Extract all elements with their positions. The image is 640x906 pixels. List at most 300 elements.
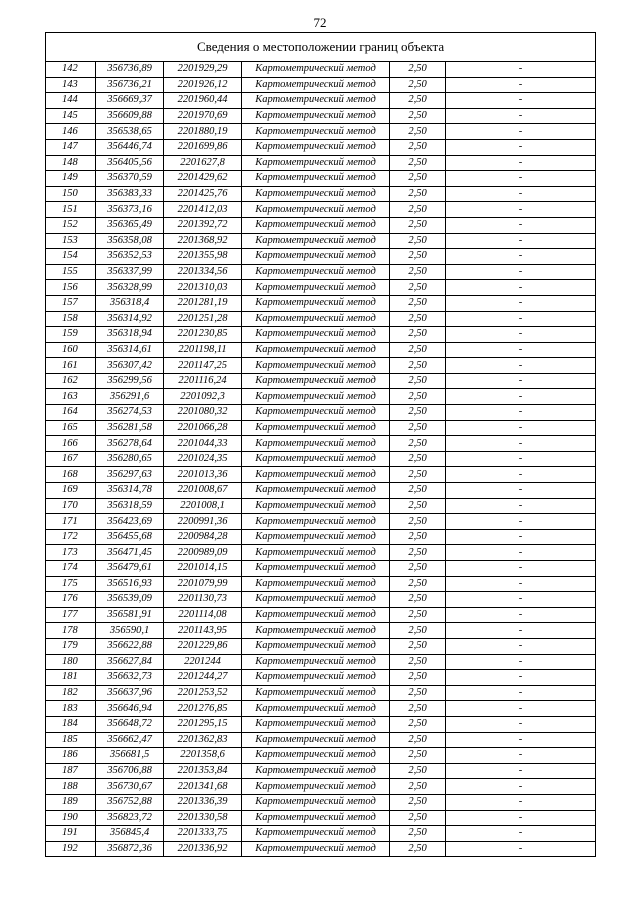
method-cell: Картометрический метод xyxy=(242,295,390,311)
accuracy-cell: 2,50 xyxy=(390,249,446,265)
accuracy-cell: 2,50 xyxy=(390,420,446,436)
table-row xyxy=(46,327,596,343)
point-number-cell: 147 xyxy=(46,139,96,155)
accuracy-cell: 2,50 xyxy=(390,685,446,701)
method-cell: Картометрический метод xyxy=(242,171,390,187)
accuracy-cell: 2,50 xyxy=(390,763,446,779)
table-row xyxy=(46,93,596,109)
y-coordinate-cell: 2201253,52 xyxy=(164,685,242,701)
table-row xyxy=(46,685,596,701)
accuracy-cell: 2,50 xyxy=(390,280,446,296)
x-coordinate-cell: 356736,89 xyxy=(96,62,164,78)
method-cell: Картометрический метод xyxy=(242,467,390,483)
description-cell: - xyxy=(446,62,596,78)
point-number-cell: 181 xyxy=(46,670,96,686)
y-coordinate-cell: 2201008,1 xyxy=(164,498,242,514)
method-cell: Картометрический метод xyxy=(242,779,390,795)
table-row xyxy=(46,592,596,608)
point-number-cell: 167 xyxy=(46,451,96,467)
table-row xyxy=(46,638,596,654)
point-number-cell: 163 xyxy=(46,389,96,405)
point-number-cell: 192 xyxy=(46,841,96,857)
description-cell: - xyxy=(446,327,596,343)
point-number-cell: 189 xyxy=(46,794,96,810)
description-cell: - xyxy=(446,529,596,545)
y-coordinate-cell: 2201355,98 xyxy=(164,249,242,265)
description-cell: - xyxy=(446,155,596,171)
y-coordinate-cell: 2201341,68 xyxy=(164,779,242,795)
x-coordinate-cell: 356730,67 xyxy=(96,779,164,795)
method-cell: Картометрический метод xyxy=(242,77,390,93)
description-cell: - xyxy=(446,405,596,421)
description-cell: - xyxy=(446,701,596,717)
description-cell: - xyxy=(446,545,596,561)
y-coordinate-cell: 2201353,84 xyxy=(164,763,242,779)
point-number-cell: 154 xyxy=(46,249,96,265)
description-cell: - xyxy=(446,77,596,93)
table-row xyxy=(46,342,596,358)
y-coordinate-cell: 2201147,25 xyxy=(164,358,242,374)
description-cell: - xyxy=(446,561,596,577)
accuracy-cell: 2,50 xyxy=(390,62,446,78)
description-cell: - xyxy=(446,373,596,389)
table-row xyxy=(46,607,596,623)
accuracy-cell: 2,50 xyxy=(390,264,446,280)
accuracy-cell: 2,50 xyxy=(390,576,446,592)
description-cell: - xyxy=(446,389,596,405)
point-number-cell: 156 xyxy=(46,280,96,296)
method-cell: Картометрический метод xyxy=(242,249,390,265)
table-row xyxy=(46,62,596,78)
x-coordinate-cell: 356471,45 xyxy=(96,545,164,561)
description-cell: - xyxy=(446,685,596,701)
table-row xyxy=(46,498,596,514)
table-row xyxy=(46,217,596,233)
y-coordinate-cell: 2201276,85 xyxy=(164,701,242,717)
x-coordinate-cell: 356752,88 xyxy=(96,794,164,810)
accuracy-cell: 2,50 xyxy=(390,405,446,421)
description-cell: - xyxy=(446,716,596,732)
y-coordinate-cell: 2201013,36 xyxy=(164,467,242,483)
table-row xyxy=(46,280,596,296)
method-cell: Картометрический метод xyxy=(242,623,390,639)
description-cell: - xyxy=(446,576,596,592)
x-coordinate-cell: 356318,59 xyxy=(96,498,164,514)
description-cell: - xyxy=(446,171,596,187)
accuracy-cell: 2,50 xyxy=(390,483,446,499)
method-cell: Картометрический метод xyxy=(242,311,390,327)
description-cell: - xyxy=(446,358,596,374)
x-coordinate-cell: 356706,88 xyxy=(96,763,164,779)
x-coordinate-cell: 356358,08 xyxy=(96,233,164,249)
method-cell: Картометрический метод xyxy=(242,638,390,654)
table-row xyxy=(46,108,596,124)
point-number-cell: 171 xyxy=(46,514,96,530)
accuracy-cell: 2,50 xyxy=(390,810,446,826)
y-coordinate-cell: 2201429,62 xyxy=(164,171,242,187)
table-row xyxy=(46,373,596,389)
accuracy-cell: 2,50 xyxy=(390,670,446,686)
accuracy-cell: 2,50 xyxy=(390,561,446,577)
accuracy-cell: 2,50 xyxy=(390,93,446,109)
y-coordinate-cell: 2201336,92 xyxy=(164,841,242,857)
table-row xyxy=(46,716,596,732)
table-row xyxy=(46,779,596,795)
point-number-cell: 184 xyxy=(46,716,96,732)
x-coordinate-cell: 356627,84 xyxy=(96,654,164,670)
description-cell: - xyxy=(446,124,596,140)
y-coordinate-cell: 2201044,33 xyxy=(164,436,242,452)
description-cell: - xyxy=(446,233,596,249)
method-cell: Картометрический метод xyxy=(242,389,390,405)
x-coordinate-cell: 356823,72 xyxy=(96,810,164,826)
y-coordinate-cell: 2201392,72 xyxy=(164,217,242,233)
x-coordinate-cell: 356736,21 xyxy=(96,77,164,93)
method-cell: Картометрический метод xyxy=(242,436,390,452)
accuracy-cell: 2,50 xyxy=(390,295,446,311)
description-cell: - xyxy=(446,623,596,639)
accuracy-cell: 2,50 xyxy=(390,451,446,467)
point-number-cell: 176 xyxy=(46,592,96,608)
y-coordinate-cell: 2201244 xyxy=(164,654,242,670)
accuracy-cell: 2,50 xyxy=(390,311,446,327)
table-row xyxy=(46,202,596,218)
x-coordinate-cell: 356314,61 xyxy=(96,342,164,358)
point-number-cell: 180 xyxy=(46,654,96,670)
table-row xyxy=(46,826,596,842)
point-number-cell: 166 xyxy=(46,436,96,452)
table-row xyxy=(46,545,596,561)
y-coordinate-cell: 2201143,95 xyxy=(164,623,242,639)
y-coordinate-cell: 2201008,67 xyxy=(164,483,242,499)
table-row xyxy=(46,654,596,670)
point-number-cell: 150 xyxy=(46,186,96,202)
point-number-cell: 175 xyxy=(46,576,96,592)
boundary-table-frame xyxy=(45,32,595,857)
accuracy-cell: 2,50 xyxy=(390,638,446,654)
description-cell: - xyxy=(446,264,596,280)
y-coordinate-cell: 2201198,11 xyxy=(164,342,242,358)
y-coordinate-cell: 2201336,39 xyxy=(164,794,242,810)
accuracy-cell: 2,50 xyxy=(390,623,446,639)
method-cell: Картометрический метод xyxy=(242,763,390,779)
x-coordinate-cell: 356662,47 xyxy=(96,732,164,748)
table-row xyxy=(46,124,596,140)
description-cell: - xyxy=(446,748,596,764)
table-row xyxy=(46,748,596,764)
method-cell: Картометрический метод xyxy=(242,233,390,249)
method-cell: Картометрический метод xyxy=(242,405,390,421)
x-coordinate-cell: 356365,49 xyxy=(96,217,164,233)
accuracy-cell: 2,50 xyxy=(390,654,446,670)
x-coordinate-cell: 356328,99 xyxy=(96,280,164,296)
y-coordinate-cell: 2201333,75 xyxy=(164,826,242,842)
x-coordinate-cell: 356299,56 xyxy=(96,373,164,389)
y-coordinate-cell: 2201229,86 xyxy=(164,638,242,654)
x-coordinate-cell: 356646,94 xyxy=(96,701,164,717)
description-cell: - xyxy=(446,108,596,124)
description-cell: - xyxy=(446,779,596,795)
method-cell: Картометрический метод xyxy=(242,186,390,202)
accuracy-cell: 2,50 xyxy=(390,732,446,748)
table-row xyxy=(46,794,596,810)
description-cell: - xyxy=(446,498,596,514)
x-coordinate-cell: 356352,53 xyxy=(96,249,164,265)
description-cell: - xyxy=(446,670,596,686)
method-cell: Картометрический метод xyxy=(242,108,390,124)
table-row xyxy=(46,623,596,639)
method-cell: Картометрический метод xyxy=(242,716,390,732)
table-row xyxy=(46,529,596,545)
description-cell: - xyxy=(446,514,596,530)
y-coordinate-cell: 2201310,03 xyxy=(164,280,242,296)
point-number-cell: 142 xyxy=(46,62,96,78)
description-cell: - xyxy=(446,451,596,467)
point-number-cell: 152 xyxy=(46,217,96,233)
point-number-cell: 183 xyxy=(46,701,96,717)
x-coordinate-cell: 356632,73 xyxy=(96,670,164,686)
point-number-cell: 169 xyxy=(46,483,96,499)
accuracy-cell: 2,50 xyxy=(390,124,446,140)
point-number-cell: 155 xyxy=(46,264,96,280)
x-coordinate-cell: 356455,68 xyxy=(96,529,164,545)
method-cell: Картометрический метод xyxy=(242,732,390,748)
y-coordinate-cell: 2201066,28 xyxy=(164,420,242,436)
y-coordinate-cell: 2201024,35 xyxy=(164,451,242,467)
x-coordinate-cell: 356637,96 xyxy=(96,685,164,701)
x-coordinate-cell: 356278,64 xyxy=(96,436,164,452)
x-coordinate-cell: 356314,92 xyxy=(96,311,164,327)
y-coordinate-cell: 2201116,24 xyxy=(164,373,242,389)
table-row xyxy=(46,732,596,748)
x-coordinate-cell: 356281,58 xyxy=(96,420,164,436)
y-coordinate-cell: 2201425,76 xyxy=(164,186,242,202)
table-row xyxy=(46,155,596,171)
table-row xyxy=(46,561,596,577)
y-coordinate-cell: 2201295,15 xyxy=(164,716,242,732)
y-coordinate-cell: 2201251,28 xyxy=(164,311,242,327)
accuracy-cell: 2,50 xyxy=(390,779,446,795)
description-cell: - xyxy=(446,638,596,654)
method-cell: Картометрический метод xyxy=(242,264,390,280)
method-cell: Картометрический метод xyxy=(242,810,390,826)
method-cell: Картометрический метод xyxy=(242,155,390,171)
method-cell: Картометрический метод xyxy=(242,607,390,623)
method-cell: Картометрический метод xyxy=(242,483,390,499)
point-number-cell: 146 xyxy=(46,124,96,140)
accuracy-cell: 2,50 xyxy=(390,389,446,405)
x-coordinate-cell: 356370,59 xyxy=(96,171,164,187)
table-caption: Сведения о местоположении границ объекта xyxy=(46,33,596,62)
description-cell: - xyxy=(446,654,596,670)
x-coordinate-cell: 356373,16 xyxy=(96,202,164,218)
x-coordinate-cell: 356314,78 xyxy=(96,483,164,499)
description-cell: - xyxy=(446,826,596,842)
y-coordinate-cell: 2201412,03 xyxy=(164,202,242,218)
table-row xyxy=(46,171,596,187)
y-coordinate-cell: 2201358,6 xyxy=(164,748,242,764)
point-number-cell: 190 xyxy=(46,810,96,826)
method-cell: Картометрический метод xyxy=(242,592,390,608)
y-coordinate-cell: 2201330,58 xyxy=(164,810,242,826)
method-cell: Картометрический метод xyxy=(242,93,390,109)
accuracy-cell: 2,50 xyxy=(390,498,446,514)
description-cell: - xyxy=(446,342,596,358)
boundary-table xyxy=(45,32,596,857)
accuracy-cell: 2,50 xyxy=(390,217,446,233)
accuracy-cell: 2,50 xyxy=(390,716,446,732)
table-row xyxy=(46,389,596,405)
description-cell: - xyxy=(446,436,596,452)
x-coordinate-cell: 356538,65 xyxy=(96,124,164,140)
x-coordinate-cell: 356516,93 xyxy=(96,576,164,592)
accuracy-cell: 2,50 xyxy=(390,186,446,202)
method-cell: Картометрический метод xyxy=(242,685,390,701)
y-coordinate-cell: 2200984,28 xyxy=(164,529,242,545)
point-number-cell: 158 xyxy=(46,311,96,327)
x-coordinate-cell: 356274,53 xyxy=(96,405,164,421)
point-number-cell: 186 xyxy=(46,748,96,764)
accuracy-cell: 2,50 xyxy=(390,327,446,343)
method-cell: Картометрический метод xyxy=(242,373,390,389)
y-coordinate-cell: 2201080,32 xyxy=(164,405,242,421)
description-cell: - xyxy=(446,249,596,265)
point-number-cell: 157 xyxy=(46,295,96,311)
x-coordinate-cell: 356446,74 xyxy=(96,139,164,155)
y-coordinate-cell: 2201281,19 xyxy=(164,295,242,311)
x-coordinate-cell: 356479,61 xyxy=(96,561,164,577)
method-cell: Картометрический метод xyxy=(242,670,390,686)
y-coordinate-cell: 2201079,99 xyxy=(164,576,242,592)
point-number-cell: 148 xyxy=(46,155,96,171)
table-row xyxy=(46,249,596,265)
accuracy-cell: 2,50 xyxy=(390,841,446,857)
y-coordinate-cell: 2201699,86 xyxy=(164,139,242,155)
point-number-cell: 191 xyxy=(46,826,96,842)
x-coordinate-cell: 356581,91 xyxy=(96,607,164,623)
method-cell: Картометрический метод xyxy=(242,358,390,374)
point-number-cell: 143 xyxy=(46,77,96,93)
table-row xyxy=(46,763,596,779)
method-cell: Картометрический метод xyxy=(242,342,390,358)
x-coordinate-cell: 356291,6 xyxy=(96,389,164,405)
description-cell: - xyxy=(446,732,596,748)
accuracy-cell: 2,50 xyxy=(390,155,446,171)
y-coordinate-cell: 2200991,36 xyxy=(164,514,242,530)
method-cell: Картометрический метод xyxy=(242,794,390,810)
point-number-cell: 151 xyxy=(46,202,96,218)
accuracy-cell: 2,50 xyxy=(390,436,446,452)
x-coordinate-cell: 356590,1 xyxy=(96,623,164,639)
y-coordinate-cell: 2200989,09 xyxy=(164,545,242,561)
y-coordinate-cell: 2201244,27 xyxy=(164,670,242,686)
method-cell: Картометрический метод xyxy=(242,529,390,545)
accuracy-cell: 2,50 xyxy=(390,233,446,249)
y-coordinate-cell: 2201230,85 xyxy=(164,327,242,343)
y-coordinate-cell: 2201114,08 xyxy=(164,607,242,623)
method-cell: Картометрический метод xyxy=(242,654,390,670)
point-number-cell: 182 xyxy=(46,685,96,701)
table-row xyxy=(46,576,596,592)
y-coordinate-cell: 2201368,92 xyxy=(164,233,242,249)
accuracy-cell: 2,50 xyxy=(390,592,446,608)
description-cell: - xyxy=(446,202,596,218)
method-cell: Картометрический метод xyxy=(242,327,390,343)
y-coordinate-cell: 2201130,73 xyxy=(164,592,242,608)
point-number-cell: 177 xyxy=(46,607,96,623)
method-cell: Картометрический метод xyxy=(242,701,390,717)
point-number-cell: 174 xyxy=(46,561,96,577)
description-cell: - xyxy=(446,311,596,327)
description-cell: - xyxy=(446,592,596,608)
method-cell: Картометрический метод xyxy=(242,280,390,296)
point-number-cell: 179 xyxy=(46,638,96,654)
x-coordinate-cell: 356539,09 xyxy=(96,592,164,608)
method-cell: Картометрический метод xyxy=(242,545,390,561)
method-cell: Картометрический метод xyxy=(242,748,390,764)
table-caption-row xyxy=(46,33,596,62)
point-number-cell: 160 xyxy=(46,342,96,358)
description-cell: - xyxy=(446,841,596,857)
table-row xyxy=(46,451,596,467)
description-cell: - xyxy=(446,483,596,499)
table-row xyxy=(46,233,596,249)
x-coordinate-cell: 356622,88 xyxy=(96,638,164,654)
table-body xyxy=(46,62,596,857)
point-number-cell: 149 xyxy=(46,171,96,187)
method-cell: Картометрический метод xyxy=(242,514,390,530)
accuracy-cell: 2,50 xyxy=(390,108,446,124)
table-row xyxy=(46,701,596,717)
y-coordinate-cell: 2201362,83 xyxy=(164,732,242,748)
point-number-cell: 173 xyxy=(46,545,96,561)
x-coordinate-cell: 356872,36 xyxy=(96,841,164,857)
x-coordinate-cell: 356337,99 xyxy=(96,264,164,280)
accuracy-cell: 2,50 xyxy=(390,826,446,842)
table-row xyxy=(46,405,596,421)
method-cell: Картометрический метод xyxy=(242,420,390,436)
point-number-cell: 162 xyxy=(46,373,96,389)
table-row xyxy=(46,311,596,327)
x-coordinate-cell: 356681,5 xyxy=(96,748,164,764)
method-cell: Картометрический метод xyxy=(242,498,390,514)
y-coordinate-cell: 2201014,15 xyxy=(164,561,242,577)
point-number-cell: 145 xyxy=(46,108,96,124)
y-coordinate-cell: 2201092,3 xyxy=(164,389,242,405)
accuracy-cell: 2,50 xyxy=(390,748,446,764)
description-cell: - xyxy=(446,794,596,810)
table-row xyxy=(46,436,596,452)
method-cell: Картометрический метод xyxy=(242,561,390,577)
accuracy-cell: 2,50 xyxy=(390,467,446,483)
y-coordinate-cell: 2201334,56 xyxy=(164,264,242,280)
x-coordinate-cell: 356307,42 xyxy=(96,358,164,374)
point-number-cell: 172 xyxy=(46,529,96,545)
x-coordinate-cell: 356318,94 xyxy=(96,327,164,343)
table-row xyxy=(46,264,596,280)
page-number: 72 xyxy=(313,15,327,30)
table-row xyxy=(46,358,596,374)
y-coordinate-cell: 2201929,29 xyxy=(164,62,242,78)
x-coordinate-cell: 356845,4 xyxy=(96,826,164,842)
y-coordinate-cell: 2201970,69 xyxy=(164,108,242,124)
y-coordinate-cell: 2201960,44 xyxy=(164,93,242,109)
accuracy-cell: 2,50 xyxy=(390,77,446,93)
x-coordinate-cell: 356648,72 xyxy=(96,716,164,732)
table-row xyxy=(46,483,596,499)
accuracy-cell: 2,50 xyxy=(390,794,446,810)
point-number-cell: 178 xyxy=(46,623,96,639)
